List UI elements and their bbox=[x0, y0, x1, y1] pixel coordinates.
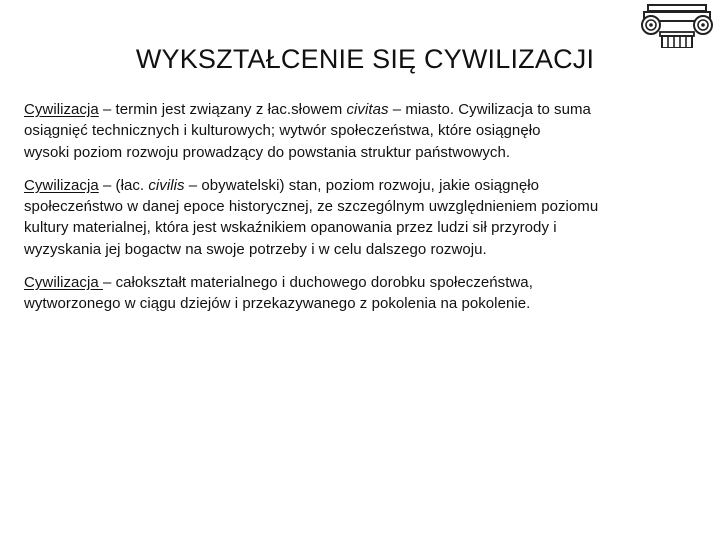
slide-body bbox=[24, 99, 664, 327]
paragraph-text: społeczeństwo w danej epoce historycznej, ze szczególnym uwzględnieniem poziomu bbox=[24, 198, 599, 216]
ionic-column-capital-icon bbox=[640, 4, 714, 48]
paragraph-text: wyzyskania jej bogactw na swoje potrzeby i w celu dalszego rozwoju. bbox=[24, 240, 487, 258]
latin-word: civilis bbox=[148, 176, 185, 194]
paragraph-text: – miasto. Cywilizacja to suma bbox=[388, 101, 591, 118]
paragraph-text: – obywatelski) stan, poziom rozwoju, jakie osiągnęło bbox=[184, 176, 540, 194]
paragraph-text: wysoki poziom rozwoju prowadzący do powstania struktur państwowych. bbox=[24, 143, 511, 161]
definition-term: Cywilizacja bbox=[24, 176, 99, 194]
paragraph-text: – (łac. bbox=[98, 176, 149, 194]
paragraph-text: kultury materialnej, która jest wskaźnikiem opanowania przez ludzi sił przyrody i bbox=[24, 219, 557, 237]
definition-term: Cywilizacja bbox=[24, 274, 103, 292]
slide-title: WYKSZTAŁCENIE SIĘ CYWILIZACJI bbox=[135, 44, 595, 74]
latin-word: civitas bbox=[346, 101, 389, 118]
paragraph-text: osiągnięć technicznych i kulturowych; wytwór społeczeństwa, które osiągnęło bbox=[24, 122, 541, 140]
paragraph-text: – całokształt materialnego i duchowego dorobku społeczeństwa, bbox=[102, 274, 533, 292]
definition-term: Cywilizacja bbox=[24, 101, 99, 118]
paragraph-text: – termin jest związany z łac.słowem bbox=[98, 101, 347, 118]
definition-paragraph-2 bbox=[24, 175, 664, 260]
definition-paragraph-1 bbox=[24, 99, 664, 163]
definition-paragraph-3 bbox=[24, 272, 664, 315]
paragraph-text: wytworzonego w ciągu dziejów i przekazywanego z pokolenia na pokolenie. bbox=[24, 295, 531, 313]
